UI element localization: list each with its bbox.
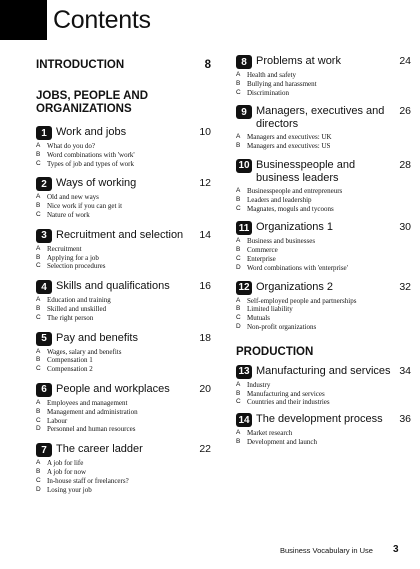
unit-item: [36, 486, 211, 495]
unit-items: [236, 297, 411, 332]
unit-page-number: 18: [199, 331, 211, 344]
item-text: Commerce: [247, 246, 278, 255]
unit-title: The development process: [256, 413, 383, 426]
item-text: Recruitment: [47, 244, 82, 253]
item-letter: D: [236, 263, 241, 271]
item-letter: A: [236, 186, 241, 194]
item-letter: C: [36, 159, 41, 167]
item-text: Self-employed people and partnerships: [247, 296, 357, 305]
item-text: Types of job and types of work: [47, 159, 134, 168]
item-text: Word combinations with 'work': [47, 150, 135, 159]
item-text: Development and launch: [247, 437, 317, 446]
item-text: Applying for a job: [47, 253, 99, 262]
unit-number-badge: 6: [36, 383, 52, 397]
item-letter: C: [236, 204, 241, 212]
item-text: Education and training: [47, 296, 111, 305]
unit-item: [36, 356, 211, 365]
unit-title: The career ladder: [56, 443, 143, 456]
unit-heading: [36, 177, 211, 191]
item-letter: A: [236, 71, 241, 78]
item-text: In-house staff or freelancers?: [47, 476, 129, 485]
item-letter: B: [36, 150, 41, 158]
unit-number-badge: 4: [36, 280, 52, 294]
item-letter: A: [36, 142, 41, 149]
unit-item: [36, 314, 211, 323]
unit-heading: [36, 126, 211, 140]
unit-item: [36, 408, 211, 417]
unit-items: [36, 193, 211, 219]
unit-item: [36, 399, 211, 408]
unit-item: [236, 205, 411, 214]
unit-item: [236, 196, 411, 205]
unit-heading: [236, 105, 411, 131]
unit-page-number: 28: [399, 158, 411, 171]
item-text: Bullying and harassment: [247, 79, 317, 88]
item-letter: A: [36, 296, 41, 304]
item-letter: B: [36, 253, 41, 261]
unit-page-number: 16: [199, 280, 211, 293]
unit-title: Manufacturing and services: [256, 364, 391, 377]
unit-page-number: 30: [399, 221, 411, 234]
unit-item: [236, 237, 411, 246]
unit-heading: [236, 55, 411, 69]
unit-9[interactable]: [236, 105, 411, 151]
unit-item: [236, 398, 411, 407]
item-letter: B: [236, 195, 241, 203]
unit-item: [236, 142, 411, 151]
unit-number-badge: 12: [236, 281, 252, 295]
item-letter: C: [236, 314, 241, 322]
unit-page-number: 24: [399, 55, 411, 67]
unit-1[interactable]: [36, 126, 211, 168]
unit-6[interactable]: [36, 383, 211, 434]
item-text: Word combinations with 'enterprise': [247, 263, 348, 272]
item-letter: B: [36, 407, 41, 415]
unit-items: [236, 187, 411, 213]
item-letter: D: [236, 322, 241, 330]
item-text: Employees and management: [47, 398, 128, 407]
item-text: Industry: [247, 380, 271, 389]
unit-number-badge: 5: [36, 332, 52, 346]
unit-item: [236, 246, 411, 255]
item-letter: A: [236, 296, 241, 304]
unit-page-number: 14: [199, 228, 211, 241]
item-letter: B: [236, 437, 241, 445]
unit-item: [236, 390, 411, 399]
section-label: INTRODUCTION: [36, 59, 125, 71]
unit-item: [36, 245, 211, 254]
unit-page-number: 34: [399, 364, 411, 377]
section-production: [236, 346, 411, 359]
item-text: A job for life: [47, 459, 84, 468]
unit-8[interactable]: [236, 55, 411, 97]
unit-heading: [36, 280, 211, 294]
unit-items: [236, 71, 411, 97]
unit-number-badge: 8: [236, 55, 252, 69]
unit-heading: [236, 281, 411, 295]
item-letter: C: [36, 313, 41, 321]
section-label: PRODUCTION: [236, 345, 314, 358]
unit-item: [36, 262, 211, 271]
unit-number-badge: 2: [36, 177, 52, 191]
item-letter: C: [36, 262, 41, 270]
unit-page-number: 12: [199, 177, 211, 190]
item-letter: B: [36, 356, 41, 364]
unit-title: Businesspeople and business leaders: [256, 158, 356, 184]
unit-item: [36, 417, 211, 426]
item-text: A job for now: [47, 467, 87, 476]
unit-heading: [36, 229, 211, 243]
unit-heading: [236, 365, 411, 379]
unit-items: [36, 399, 211, 434]
unit-items: [36, 348, 211, 374]
item-text: The right person: [47, 313, 94, 322]
item-text: Leaders and leadership: [247, 195, 312, 204]
unit-item: [236, 314, 411, 323]
item-letter: B: [36, 304, 41, 312]
unit-number-badge: 13: [236, 365, 252, 379]
unit-item: [36, 365, 211, 374]
item-text: Market research: [247, 429, 293, 438]
unit-page-number: 20: [199, 382, 211, 395]
unit-item: [36, 425, 211, 434]
item-text: Mutuals: [247, 314, 270, 323]
unit-title: Organizations 2: [256, 280, 334, 293]
item-letter: A: [36, 193, 41, 201]
item-text: Health and safety: [247, 71, 296, 79]
unit-number-badge: 14: [236, 413, 252, 427]
item-letter: A: [36, 244, 41, 252]
item-text: Personnel and human resources: [47, 425, 136, 434]
unit-2[interactable]: [36, 177, 211, 219]
unit-title: Managers, executives and directors: [256, 105, 385, 131]
item-text: Wages, salary and benefits: [47, 347, 122, 356]
unit-item: [36, 142, 211, 151]
item-text: Nice work if you can get it: [47, 202, 123, 211]
item-text: Compensation 2: [47, 365, 93, 374]
item-text: Labour: [47, 416, 68, 425]
unit-4[interactable]: [36, 280, 211, 322]
unit-heading: [236, 159, 411, 185]
unit-item: [36, 305, 211, 314]
unit-page-number: 10: [199, 126, 211, 138]
unit-title: Recruitment and selection: [56, 228, 184, 241]
item-letter: A: [36, 347, 41, 355]
item-letter: C: [36, 210, 41, 218]
unit-page-number: 22: [199, 443, 211, 456]
unit-items: [36, 142, 211, 168]
unit-item: [36, 254, 211, 263]
item-text: Manufacturing and services: [247, 389, 325, 398]
unit-item: [36, 193, 211, 202]
item-letter: B: [236, 389, 241, 397]
item-text: Managers and executives: UK: [247, 133, 332, 142]
unit-item: [36, 477, 211, 486]
item-letter: B: [236, 305, 241, 313]
unit-item: [236, 381, 411, 390]
unit-items: [236, 237, 411, 272]
item-text: What do you do?: [47, 142, 96, 150]
item-letter: C: [36, 476, 41, 484]
item-text: Losing your job: [47, 485, 92, 494]
unit-number-badge: 3: [36, 229, 52, 243]
unit-heading: [236, 413, 411, 427]
unit-items: [236, 429, 411, 447]
footer-page-number: 3: [393, 544, 399, 555]
unit-title: Organizations 1: [256, 221, 334, 234]
unit-item: [236, 323, 411, 332]
item-text: Managers and executives: US: [247, 142, 331, 151]
item-letter: C: [236, 398, 241, 406]
unit-item: [236, 429, 411, 438]
unit-14[interactable]: [236, 413, 411, 447]
section-jobs-people-organizations: [36, 90, 156, 116]
unit-item: [236, 305, 411, 314]
item-letter: B: [236, 142, 241, 150]
item-letter: A: [36, 398, 41, 406]
right-column: [236, 55, 411, 447]
item-text: Business and businesses: [247, 237, 316, 246]
unit-item: [236, 71, 411, 80]
section-page: 8: [204, 59, 211, 71]
unit-page-number: 32: [399, 280, 411, 293]
item-text: Discrimination: [247, 88, 289, 97]
unit-item: [36, 202, 211, 211]
unit-item: [236, 89, 411, 98]
unit-title: Skills and qualifications: [56, 280, 170, 293]
item-letter: B: [36, 467, 41, 475]
item-letter: C: [236, 254, 241, 262]
unit-title: Pay and benefits: [56, 331, 138, 344]
unit-title: Ways of working: [56, 177, 137, 190]
item-letter: A: [236, 237, 241, 245]
unit-page-number: 26: [399, 105, 411, 118]
item-text: Enterprise: [247, 254, 276, 263]
unit-item: [36, 468, 211, 477]
left-column: [36, 55, 211, 494]
item-text: Non-profit organizations: [247, 322, 317, 331]
item-text: Selection procedures: [47, 262, 106, 271]
unit-13[interactable]: [236, 365, 411, 407]
unit-heading: [236, 221, 411, 235]
item-text: Skilled and unskilled: [47, 304, 107, 313]
item-letter: A: [236, 429, 241, 437]
unit-item: [36, 160, 211, 169]
unit-title: Work and jobs: [56, 126, 127, 138]
unit-12[interactable]: [236, 281, 411, 332]
unit-11[interactable]: [236, 221, 411, 272]
unit-title: Problems at work: [256, 55, 341, 67]
page-title: Contents: [53, 6, 151, 34]
unit-item: [236, 80, 411, 89]
footer-book-title: Business Vocabulary in Use: [280, 546, 373, 555]
unit-7[interactable]: [36, 443, 211, 494]
item-text: Old and new ways: [47, 193, 99, 202]
unit-item: [36, 459, 211, 468]
item-letter: A: [36, 459, 41, 467]
unit-number-badge: 1: [36, 126, 52, 140]
unit-item: [36, 348, 211, 357]
unit-page-number: 36: [399, 413, 411, 426]
unit-items: [236, 133, 411, 151]
unit-heading: [36, 443, 211, 457]
item-letter: B: [36, 202, 41, 210]
unit-number-badge: 7: [36, 443, 52, 457]
item-text: Compensation 1: [47, 356, 93, 365]
item-text: Magnates, moguls and tycoons: [247, 204, 334, 213]
unit-3[interactable]: [36, 229, 211, 271]
item-letter: A: [236, 133, 241, 141]
section-label: JOBS, PEOPLE AND ORGANIZATIONS: [36, 90, 149, 115]
unit-items: [36, 459, 211, 494]
unit-items: [36, 245, 211, 271]
unit-5[interactable]: [36, 332, 211, 374]
unit-item: [36, 151, 211, 160]
item-letter: B: [236, 246, 241, 254]
unit-item: [236, 187, 411, 196]
unit-number-badge: 9: [236, 105, 252, 119]
unit-10[interactable]: [236, 159, 411, 213]
item-letter: D: [36, 425, 41, 433]
unit-item: [236, 438, 411, 447]
item-letter: C: [236, 88, 241, 96]
unit-item: [236, 297, 411, 306]
item-text: Businesspeople and entrepreneurs: [247, 186, 343, 195]
item-letter: A: [236, 380, 241, 388]
item-text: Nature of work: [47, 210, 90, 219]
item-letter: C: [36, 365, 41, 373]
unit-item: [236, 133, 411, 142]
item-text: Countries and their industries: [247, 398, 330, 407]
unit-item: [36, 211, 211, 220]
unit-item: [236, 264, 411, 273]
header-block: [0, 0, 47, 40]
item-letter: D: [36, 485, 41, 493]
item-text: Management and administration: [47, 407, 138, 416]
unit-heading: [36, 383, 211, 397]
unit-number-badge: 11: [236, 221, 252, 235]
item-text: Limited liability: [247, 305, 293, 314]
item-letter: C: [36, 416, 41, 424]
unit-item: [236, 255, 411, 264]
unit-item: [36, 296, 211, 305]
unit-heading: [36, 332, 211, 346]
unit-title: People and workplaces: [56, 382, 170, 395]
unit-number-badge: 10: [236, 159, 252, 173]
unit-items: [36, 296, 211, 322]
section-introduction[interactable]: [36, 59, 211, 72]
unit-items: [236, 381, 411, 407]
item-letter: B: [236, 79, 241, 87]
